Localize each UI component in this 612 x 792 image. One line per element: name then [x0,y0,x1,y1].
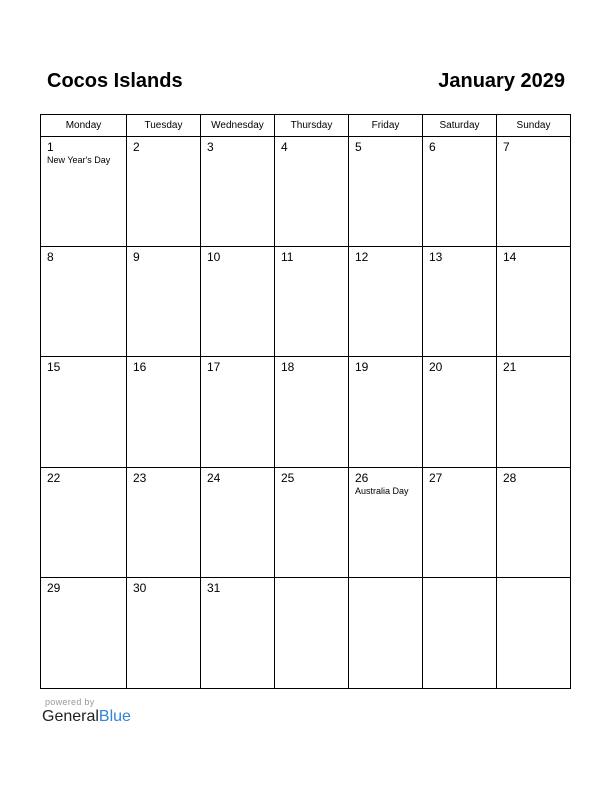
day-number: 6 [429,140,436,154]
day-cell [201,578,275,688]
day-cell [41,578,127,688]
day-number: 16 [133,360,147,374]
day-number: 27 [429,471,443,485]
day-cell [41,137,127,247]
weekday-header: Tuesday [127,115,201,137]
day-number: 13 [429,250,443,264]
day-number: 25 [281,471,295,485]
holiday-label: New Year's Day [47,155,111,165]
day-cell [497,578,570,688]
day-cell [423,357,497,468]
calendar-grid [40,114,571,689]
day-number: 15 [47,360,61,374]
day-cell [497,468,570,578]
day-cell [201,468,275,578]
day-cell [41,357,127,468]
day-cell [423,247,497,357]
day-cell [275,468,349,578]
day-cell [127,247,201,357]
day-cell [423,468,497,578]
day-cell [41,468,127,578]
day-number: 29 [47,581,61,595]
day-cell [127,137,201,247]
brand-blue: Blue [98,708,131,725]
weekday-header: Thursday [275,115,349,137]
day-number: 14 [503,250,517,264]
day-number: 4 [281,140,288,154]
day-number: 20 [429,360,443,374]
day-number: 22 [47,471,61,485]
day-cell [275,578,349,688]
day-number: 9 [133,250,140,264]
day-cell [127,468,201,578]
day-cell [349,468,423,578]
day-number: 24 [207,471,221,485]
day-cell [349,357,423,468]
day-number: 11 [281,250,294,264]
day-cell [349,578,423,688]
day-cell [349,137,423,247]
day-number: 2 [133,140,140,154]
day-number: 8 [47,250,54,264]
weekday-header: Saturday [423,115,497,137]
powered-by-label: powered by [45,697,95,707]
day-number: 10 [207,250,221,264]
weekday-header: Sunday [497,115,570,137]
day-cell [497,137,570,247]
day-cell [423,137,497,247]
day-number: 3 [207,140,214,154]
day-cell [497,247,570,357]
generalblue-logo[interactable] [42,708,131,726]
day-number: 12 [355,250,369,264]
day-cell [127,578,201,688]
day-number: 5 [355,140,362,154]
day-cell [201,247,275,357]
day-cell [41,247,127,357]
weekday-header: Monday [41,115,127,137]
day-number: 31 [207,581,221,595]
day-number: 26 [355,471,369,485]
day-number: 17 [207,360,221,374]
weekday-header: Wednesday [201,115,275,137]
day-cell [423,578,497,688]
day-cell [201,357,275,468]
day-cell [275,247,349,357]
day-cell [127,357,201,468]
day-cell [201,137,275,247]
brand-general: General [42,708,99,725]
month-title: January 2029 [438,70,565,92]
day-cell [275,137,349,247]
day-number: 21 [503,360,517,374]
day-number: 18 [281,360,295,374]
day-cell [275,357,349,468]
day-number: 7 [503,140,510,154]
day-number: 23 [133,471,147,485]
day-cell [497,357,570,468]
region-title: Cocos Islands [47,70,183,92]
holiday-label: Australia Day [355,486,409,496]
weekday-header: Friday [349,115,423,137]
day-number: 19 [355,360,369,374]
day-cell [349,247,423,357]
day-number: 30 [133,581,147,595]
day-number: 28 [503,471,517,485]
day-number: 1 [47,140,54,154]
